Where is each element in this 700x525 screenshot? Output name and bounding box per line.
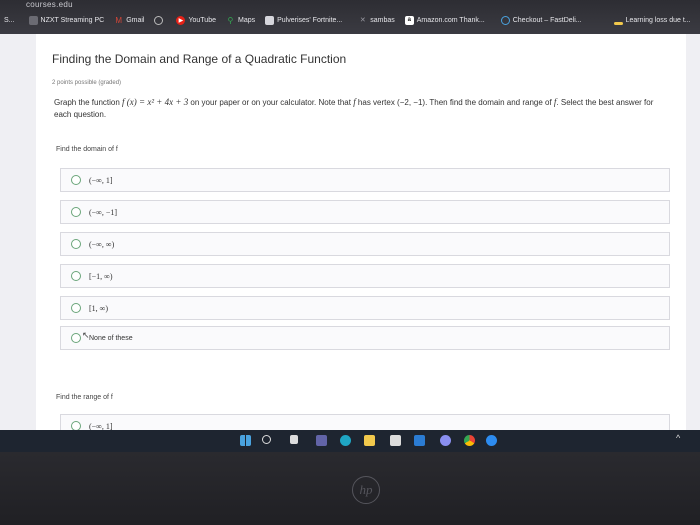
edge-icon[interactable] <box>340 435 351 446</box>
domain-option-1[interactable]: (−∞, 1] <box>60 168 670 192</box>
laptop-bezel <box>0 452 700 525</box>
bookmark-nzxt[interactable]: NZXT Streaming PC <box>29 16 105 25</box>
globe-icon <box>154 16 163 25</box>
windows-start-icon[interactable] <box>240 435 251 446</box>
gmail-icon: M <box>115 15 123 25</box>
bookmark-amazon[interactable]: a Amazon.com Thank... <box>405 16 485 25</box>
maps-icon: ⚲ <box>227 15 234 25</box>
domain-option-3[interactable]: (−∞, ∞) <box>60 232 670 256</box>
search-icon[interactable] <box>262 435 271 444</box>
radio-button[interactable] <box>71 421 81 430</box>
chevron-up-icon[interactable]: ^ <box>676 433 681 443</box>
bookmark-maps[interactable]: ⚲ Maps <box>227 15 256 25</box>
bookmark-fortnite[interactable]: Pulverises' Fortnite... <box>265 16 342 25</box>
function-formula: f (x) = x² + 4x + 3 <box>122 97 189 107</box>
domain-option-4[interactable]: [−1, ∞) <box>60 264 670 288</box>
page-title: Finding the Domain and Range of a Quadratic Function <box>52 52 347 66</box>
chrome-icon[interactable] <box>464 435 475 446</box>
bookmark-globe[interactable] <box>154 16 166 25</box>
taskbar <box>0 430 700 452</box>
question-prompt: Graph the function f (x) = x² + 4x + 3 on your paper or on your calculator. Note that f has vertex (−2, −1). Then find the domain and range of f. Select the best answer for each question. <box>54 97 654 119</box>
bookmark-learning[interactable]: Learning loss due t... <box>614 16 691 25</box>
bookmark-sambas[interactable]: ✕ sambas <box>359 16 395 24</box>
problem-card <box>36 34 686 430</box>
bookmark-youtube[interactable]: ▶ YouTube <box>176 16 216 25</box>
bookmark-checkout[interactable]: Checkout – FastDeli... <box>501 16 582 25</box>
hp-logo: hp <box>352 476 380 504</box>
radio-button[interactable] <box>71 175 81 185</box>
mail-icon[interactable] <box>414 435 425 446</box>
radio-button[interactable] <box>71 207 81 217</box>
teams-chat-icon[interactable] <box>316 435 327 446</box>
discord-icon[interactable] <box>440 435 451 446</box>
mouse-cursor-icon: ↖ <box>82 330 90 340</box>
bookmarks-bar <box>0 10 700 30</box>
domain-option-2[interactable]: (−∞, −1] <box>60 200 670 224</box>
bookmark-gmail[interactable]: M Gmail <box>115 15 145 25</box>
youtube-icon: ▶ <box>176 16 185 25</box>
file-explorer-icon[interactable] <box>364 435 375 446</box>
page-icon: ✕ <box>359 17 366 24</box>
page-icon <box>265 16 274 25</box>
bookmarks-left-label[interactable]: S... <box>4 16 15 24</box>
app-icon[interactable] <box>486 435 497 446</box>
radio-button[interactable] <box>71 271 81 281</box>
learning-icon <box>614 22 623 25</box>
task-view-icon[interactable] <box>290 435 298 444</box>
amazon-icon: a <box>405 16 414 25</box>
domain-option-6[interactable]: None of these <box>60 326 670 350</box>
points-label: 2 points possible (graded) <box>52 80 122 86</box>
checkout-icon <box>501 16 510 25</box>
bookmark-icon <box>29 16 38 25</box>
address-bar[interactable]: courses.edu <box>26 0 73 9</box>
store-icon[interactable] <box>390 435 401 446</box>
domain-question-label: Find the domain of f <box>56 146 118 153</box>
range-option-1[interactable]: (−∞, 1] <box>60 414 670 430</box>
radio-button[interactable] <box>71 333 81 343</box>
range-question-label: Find the range of f <box>56 394 113 401</box>
domain-option-5[interactable]: [1, ∞) <box>60 296 670 320</box>
radio-button[interactable] <box>71 303 81 313</box>
radio-button[interactable] <box>71 239 81 249</box>
browser-chrome <box>0 0 700 34</box>
page-background <box>0 34 700 430</box>
